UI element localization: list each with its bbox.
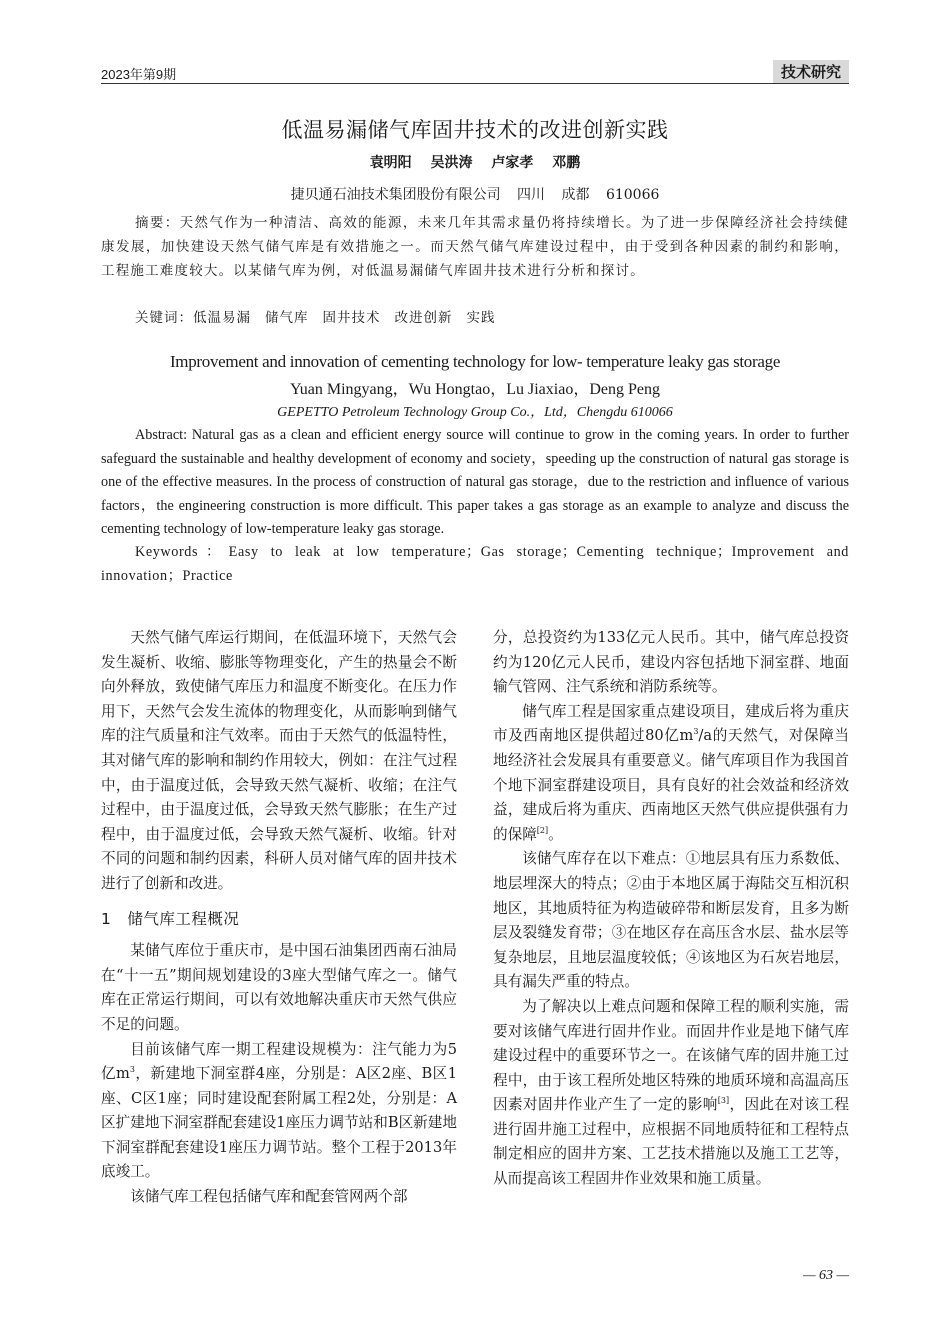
- text-run: 为了解决以上难点问题和保障工程的顺利实施，需要对该储气库进行固井作业。而固井作业是地下储气库建设过程中的重要环节之一。在该储气库的固井施工过程中，由于该工程所处地区特殊的地质环境和高温高压因素对固井作业产生了一定的影响: [493, 997, 849, 1114]
- body-column-right: [493, 626, 849, 1192]
- header-rule: [101, 83, 849, 84]
- text-run: /a的天然气，对保障当地经济社会发展具有重要意义。储气库项目作为我国首个地下洞室群建设项目，具有良好的社会效益和经济效益，建成后将为重庆、西南地区天然气供应提供强有力的保障: [493, 727, 849, 843]
- keyword: 改进创新: [394, 310, 453, 326]
- section-badge: 技术研究: [773, 60, 849, 83]
- body-column-left: [101, 626, 457, 1210]
- keyword: 实践: [466, 310, 496, 326]
- body-paragraph: 该储气库存在以下难点：①地层具有压力系数低、地层埋深大的特点；②由于本地区属于海陆交互相沉积地区，其地质特征为构造破碎带和断层发育，且多为断层及裂缝发育带；③在地区存在高压含水层、盐水层等复杂地层，且地层温度较低；④该地区为石灰岩地层，具有漏失严重的特点。: [493, 850, 849, 991]
- english-affiliation: GEPETTO Petroleum Technology Group Co.，Ltd，Chengdu 610066: [277, 405, 673, 420]
- keywords-cn: [135, 306, 510, 326]
- authors: 袁明阳 吴洪涛 卢家孝 邓鹏: [369, 155, 581, 171]
- text-run: ，因此在对该工程进行固井施工过程中，应根据不同地质特征和工程特点制定相应的固井方案、工艺技术措施以及施工工艺等，从而提高该工程固井作业效果和施工质量。: [493, 1096, 849, 1188]
- keywords-label: 关键词：: [135, 310, 193, 326]
- superscript: 3: [693, 727, 699, 737]
- abstract-en: Abstract: Natural gas as a clean and efficient energy source will continue to grow in the coming years. In order to further safeguard the sustainable and healthy development of economy and society，speeding up the construction of natural gas storage is one of the effective measures. In the process of construction of natural gas storage，due to the restriction and influence of various factors，the engineering construction is more difficult. This paper takes a gas storage as an example to analyze and discuss the cementing technology of low-temperature leaky gas storage.: [101, 427, 849, 538]
- paper-title: 低温易漏储气库固井技术的改进创新实践: [281, 118, 669, 142]
- abstract-cn: 摘要：天然气作为一种清洁、高效的能源，未来几年其需求量仍将持续增长。为了进一步保障经济社会持续健康发展，加快建设天然气储气库是有效措施之一。而天然气储气库建设过程中，由于受到各种因素的制约和影响，工程施工难度较大。以某储气库为例，对低温易漏储气库固井技术进行分析和探讨。: [101, 215, 849, 279]
- english-authors: Yuan Mingyang，Wu Hongtao，Lu Jiaxiao，Deng Peng: [290, 381, 660, 398]
- section-heading: [101, 907, 457, 932]
- citation: [3]: [717, 1096, 730, 1106]
- body-paragraph: [493, 995, 849, 1192]
- keyword: 储气库: [265, 310, 309, 326]
- keyword: 低温易漏: [193, 310, 251, 326]
- body-paragraph: [101, 1038, 457, 1186]
- section-title: 储气库工程概况: [127, 909, 240, 928]
- keywords-en: Keywords：Easy to leak at low temperature；Gas storage；Cementing technique；Improvement and innovation；Practice: [101, 544, 849, 584]
- text-run: 。: [548, 825, 563, 843]
- intro-paragraph: 天然气储气库运行期间，在低温环境下，天然气会发生凝析、收缩、膨胀等物理变化，产生的热量会不断向外释放，致使储气库压力和温度不断变化。在压力作用下，天然气会发生流体的物理变化，从而影响到储气库的注气质量和注气效率。而由于天然气的低温特性，其对储气库的影响和制约作用较大，例如：在注气过程中，由于温度过低，会导致天然气凝析、收缩；在注气过程中，由于温度过低，会导致天然气膨胀；在生产过程中，由于温度过低，会导致天然气凝析、收缩。针对不同的问题和制约因素，科研人员对储气库的固井技术进行了创新和改进。: [101, 629, 457, 892]
- text-run: ，新建地下洞室群4座，分别是：A区2座、B区1座、C区1座；同时建设配套附属工程2处，分别是：A区扩建地下洞室群配套建设1座压力调节站和B区新建地下洞室群配套建设1座压力调节站。整个工程于2013年底竣工。: [101, 1065, 458, 1181]
- body-paragraph: 某储气库位于重庆市，是中国石油集团西南石油局在“十一五”期间规划建设的3座大型储气库之一。储气库在正常运行期间，可以有效地解决重庆市天然气供应不足的问题。: [101, 942, 457, 1033]
- affiliation: 捷贝通石油技术集团股份有限公司 四川 成都 610066: [290, 187, 660, 203]
- body-paragraph-continued: 分，总投资约为133亿元人民币。其中，储气库总投资约为120亿元人民币，建设内容包括地下洞室群、地面输气管网、注气系统和消防系统等。: [493, 629, 849, 696]
- citation: [2]: [536, 825, 549, 835]
- body-paragraph: [493, 700, 849, 848]
- keyword: 固井技术: [322, 310, 381, 326]
- english-title: Improvement and innovation of cementing technology for low- temperature leaky gas storage: [169, 352, 781, 371]
- text-run: 目前该储气库一期工程建设规模为：注气能力为5亿m: [101, 1040, 457, 1083]
- text-run: 储气库工程是国家重点建设项目，建成后将为重庆市及西南地区提供超过80亿m: [493, 702, 849, 745]
- journal-issue: 2023年第9期: [101, 67, 177, 82]
- superscript: 3: [129, 1065, 135, 1075]
- page-number: — 63 —: [803, 1268, 849, 1283]
- section-number: 1: [101, 909, 112, 928]
- body-paragraph: 该储气库工程包括储气库和配套管网两个部: [130, 1188, 408, 1206]
